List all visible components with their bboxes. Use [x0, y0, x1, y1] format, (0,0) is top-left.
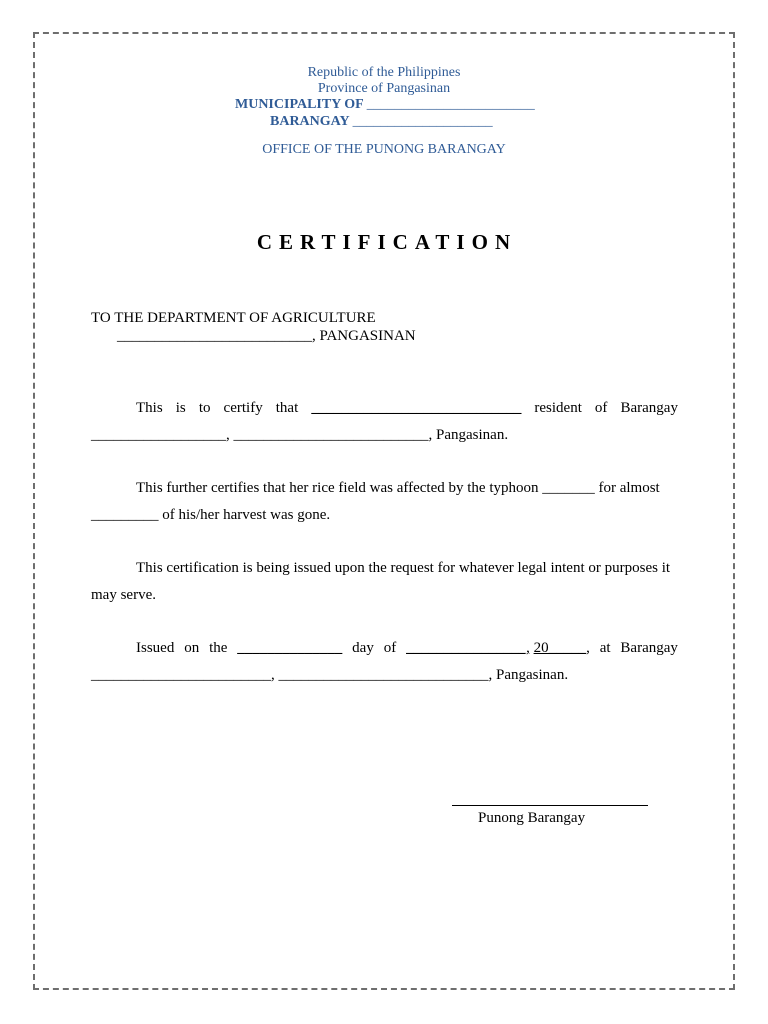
header-barangay: [270, 114, 493, 130]
word: Barangay: [620, 640, 678, 656]
word: Issued: [136, 640, 175, 656]
word: certify: [223, 400, 263, 416]
word: This: [136, 400, 163, 416]
word: on: [184, 640, 200, 656]
municipality-label: MUNICIPALITY OF: [235, 97, 364, 112]
name-blank: ____________________________: [311, 400, 522, 416]
paragraph-1-line-2: __________________, __________________________, Pangasinan.: [91, 427, 509, 443]
word: ,: [586, 640, 590, 656]
year-blank: 20_____: [533, 640, 587, 656]
word: resident: [534, 400, 582, 416]
month-year-group: [406, 639, 590, 657]
paragraph-3-line-2: may serve.: [91, 587, 156, 603]
addressee-line-2: __________________________, PANGASINAN: [117, 328, 416, 344]
word: the: [209, 640, 228, 656]
word: of: [383, 640, 397, 656]
month-blank: ________________,: [406, 640, 530, 656]
paragraph-2-line-1: This further certifies that her rice field was affected by the typhoon _______ for almost: [136, 480, 660, 496]
addressee-line-1: TO THE DEPARTMENT OF AGRICULTURE: [91, 310, 376, 326]
word: day: [352, 640, 374, 656]
header-office: OFFICE OF THE PUNONG BARANGAY: [262, 142, 506, 157]
signature-label: Punong Barangay: [478, 810, 586, 826]
word: at: [599, 640, 611, 656]
barangay-label: BARANGAY: [270, 114, 350, 129]
paragraph-4-line-1: [136, 639, 678, 657]
municipality-blank: ________________________: [366, 97, 535, 112]
header-municipality: [235, 97, 535, 113]
header-province: Province of Pangasinan: [317, 81, 451, 96]
word: of: [594, 400, 608, 416]
paragraph-3-line-1: This certification is being issued upon the request for whatever legal intent or purposes it: [136, 560, 671, 576]
day-blank: ______________: [237, 640, 343, 656]
signature-line: [452, 805, 648, 806]
paragraph-4-line-2: ________________________, ____________________________, Pangasinan.: [91, 667, 569, 683]
word: that: [275, 400, 299, 416]
paragraph-2-line-2: _________ of his/her harvest was gone.: [91, 507, 331, 523]
word: Barangay: [620, 400, 678, 416]
barangay-blank: ____________________: [352, 114, 493, 129]
word: is: [175, 400, 186, 416]
document-title: CERTIFICATION: [256, 230, 518, 254]
paragraph-1-line-1: [136, 399, 678, 417]
word: to: [198, 400, 211, 416]
header-country: Republic of the Philippines: [307, 65, 461, 80]
